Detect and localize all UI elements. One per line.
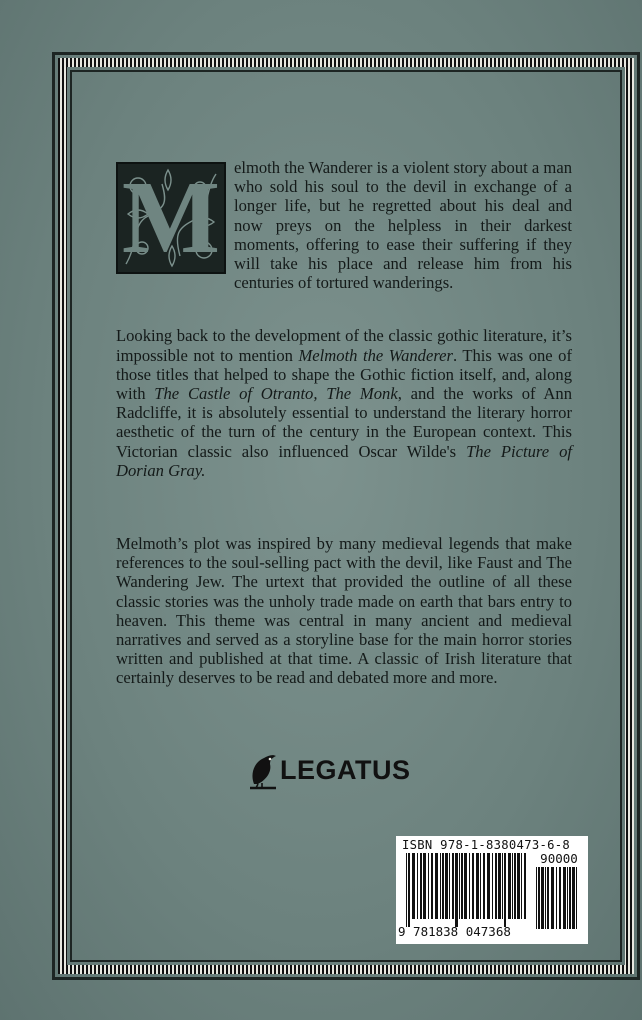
dropcap-ornament [116, 162, 226, 274]
paragraph-1 [116, 158, 572, 292]
paragraph-2 [116, 326, 572, 480]
dropcap-letter: M [121, 162, 221, 274]
title-dorian-gray: The Picture of Dorian Gray. [116, 441, 572, 480]
paragraph-2-part-c: . This was one of those titles that helped to shape the Gothic fiction itself, and, along with [116, 345, 573, 404]
title-otranto-monk: The Castle of Otranto, The Monk [154, 384, 398, 404]
publisher-name: LEGATUS [280, 754, 411, 785]
bird-icon [248, 750, 278, 790]
barcode-addon-digits: 90000 [540, 851, 578, 866]
ean-barcode-bars [406, 853, 530, 927]
ean-digits: 9 781838 047368 [398, 924, 511, 939]
paragraph-1-text: elmoth the Wanderer is a violent story about a man who sold his soul to the devil in exchange of a longer life, but he regretted about his deal and now preys on the helpless in their darkest moments, offering to ease their suffering if they will take his place and release him from his centuries of tortured wanderings. [234, 158, 572, 293]
isbn-number: ISBN 978-1-8380473-6-8 [402, 838, 571, 852]
paragraph-2-part-e: , and the works of Ann Radcliffe, it is absolutely essential to understand the literary horror aesthetic of the turn of the century in the European context. This Victorian classic also influenced Oscar Wilde's [116, 384, 572, 461]
blurb-text [116, 158, 572, 722]
title-melmoth: Melmoth the Wanderer [298, 345, 453, 365]
isbn-barcode [396, 836, 588, 944]
publisher-logo [248, 748, 428, 792]
paragraph-2-part-a: Looking back to the development of the classic gothic literature, it’s impossible not to mention [116, 326, 572, 365]
paragraph-3: Melmoth’s plot was inspired by many medieval legends that make references to the soul-selling pact with the devil, like Faust and The Wandering Jew. The urtext that provided the outline of all these classic stories was the unholy trade made on earth that bars entry to heaven. This theme was central in many ancient and medieval narratives and served as a storyline base for the main horror stories written and published at that time. A classic of Irish literature that certainly deserves to be read and debated more and more. [116, 534, 572, 688]
addon-barcode-bars [536, 867, 580, 929]
